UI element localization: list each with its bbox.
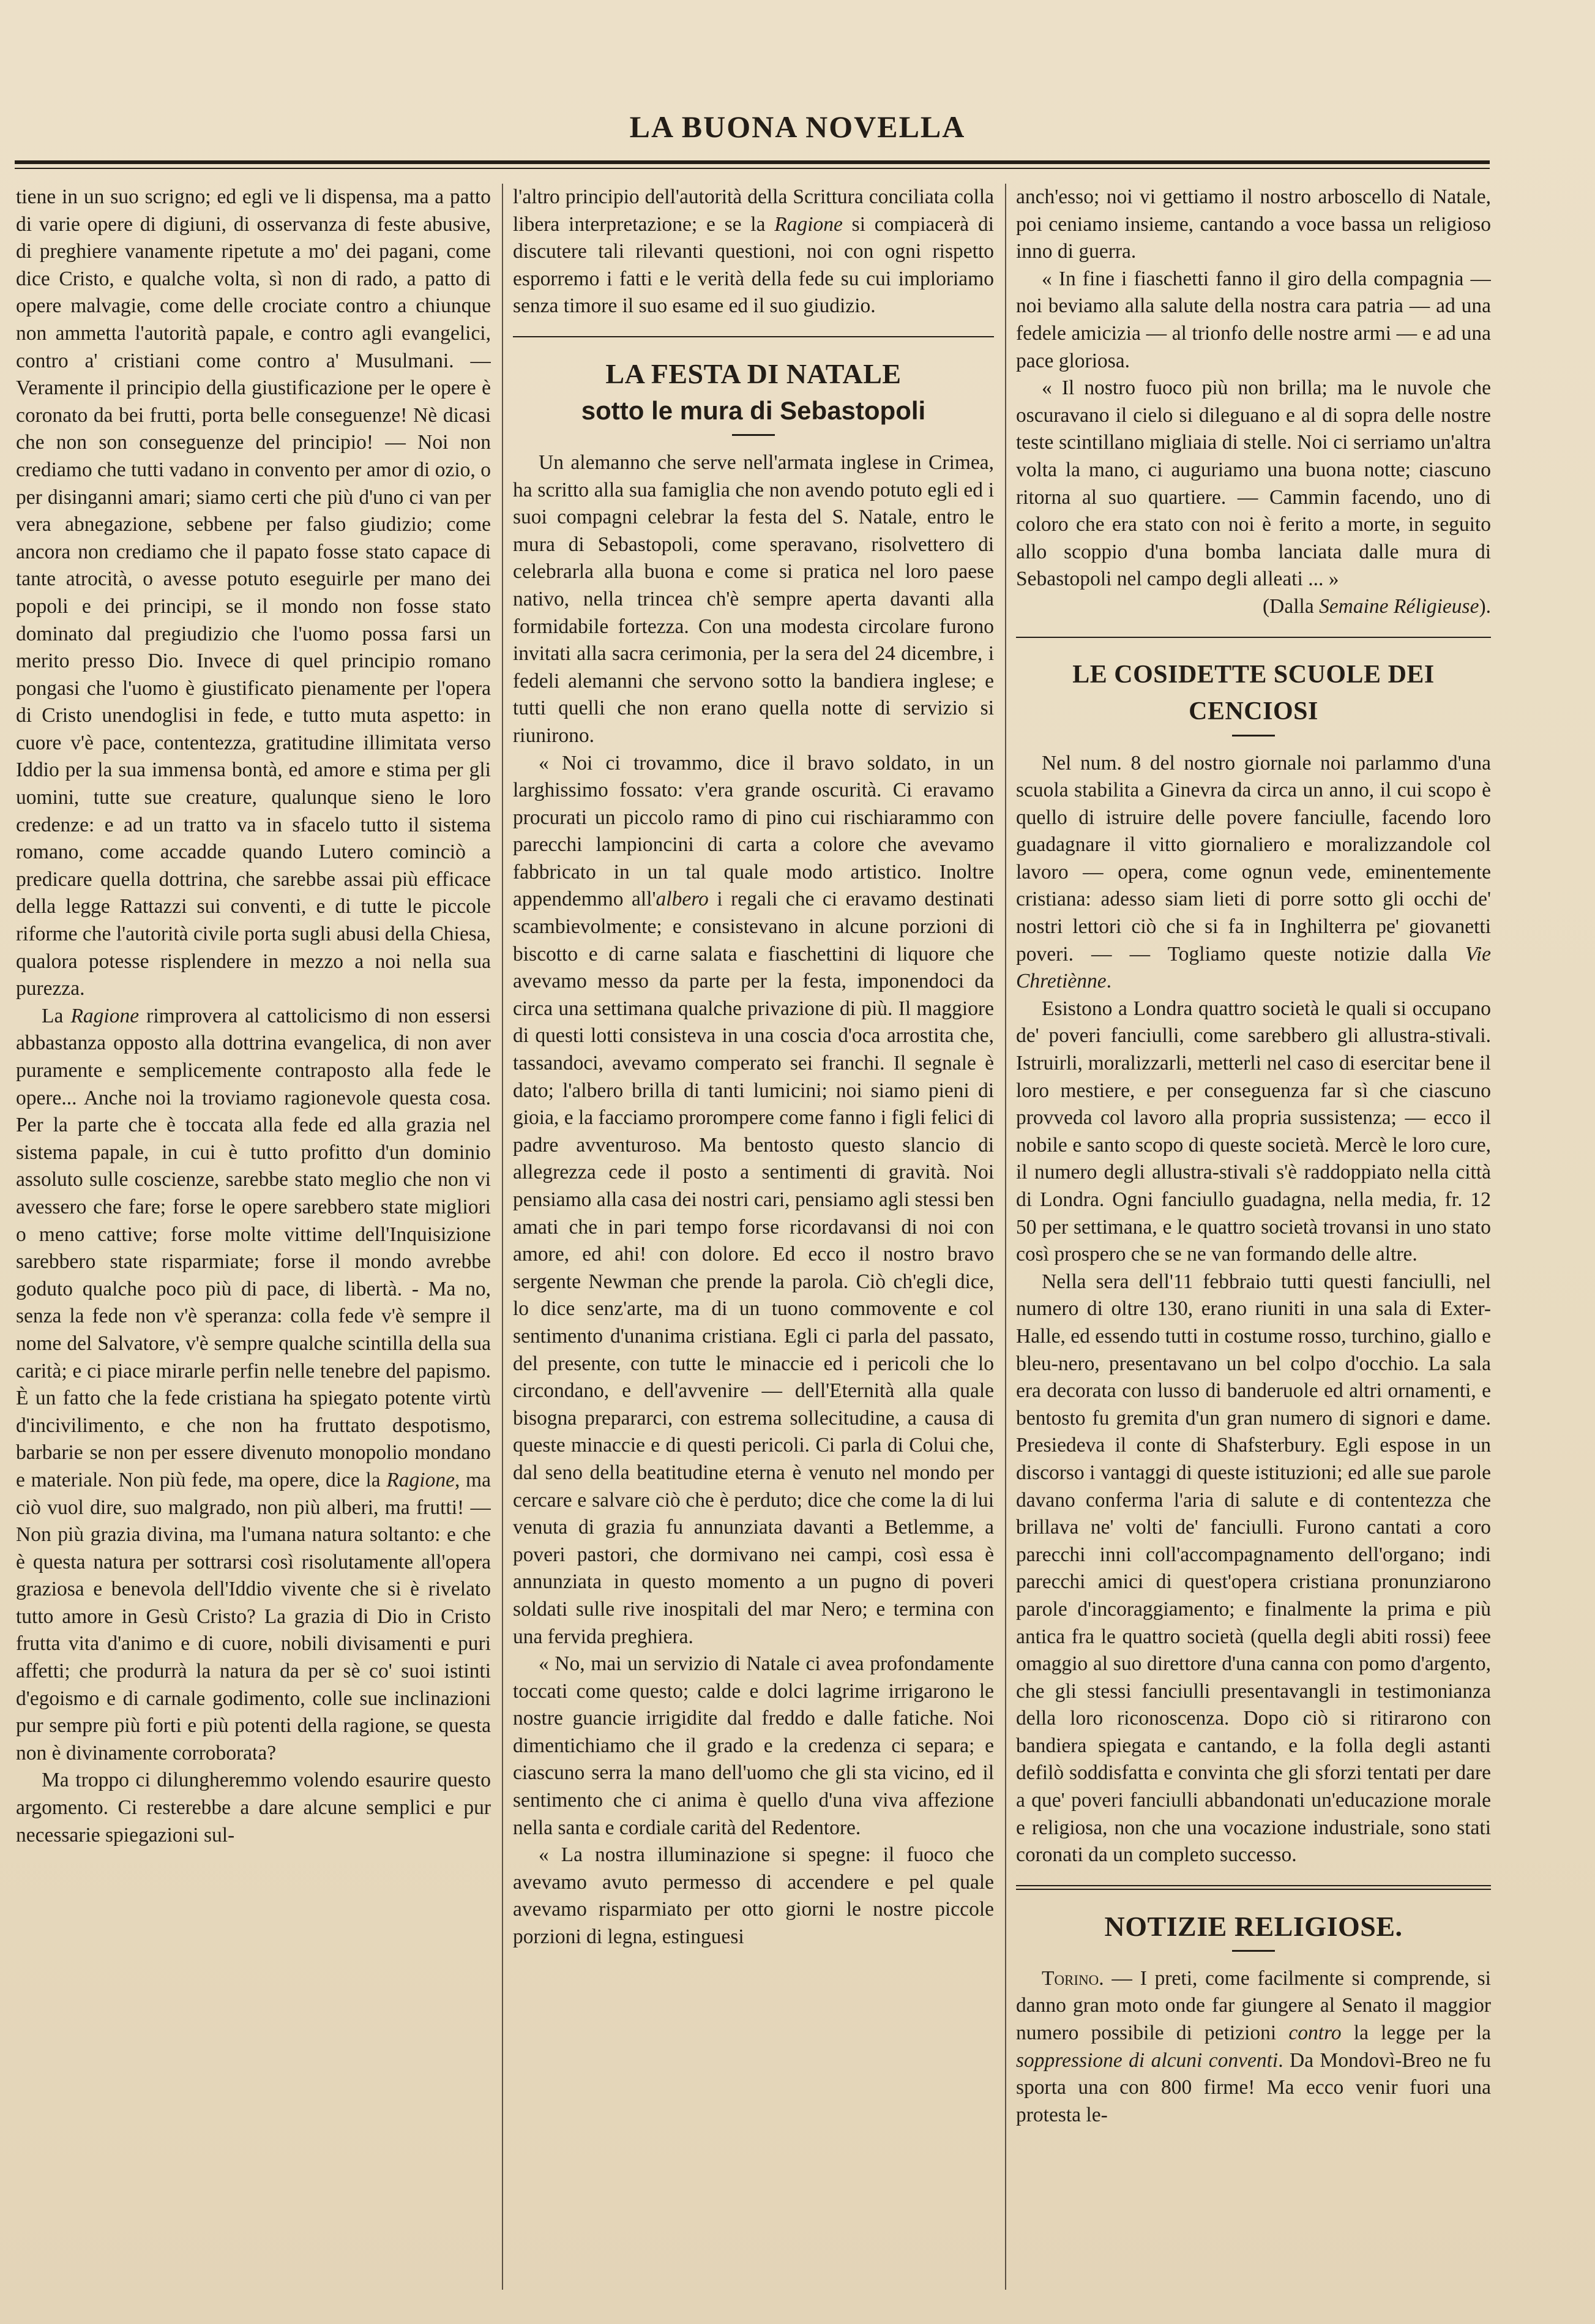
heading-rule [1232, 735, 1275, 737]
text-run: la legge per la [1341, 2022, 1491, 2045]
col3-paragraph-4 [1016, 750, 1491, 995]
text-run: . [1106, 970, 1111, 993]
col2-paragraph-5: « La nostra illuminazione si spegne: il fuoco che avevamo avuto permesso di accendere e pel quale avevamo risparmiato per otto giorni le nostre piccole porzioni di legna, estinguesi [513, 1843, 994, 1949]
dateline-torino: Torino. [1042, 1966, 1104, 1990]
text-run: Nel num. 8 del nostro giornale noi parlammo d'una scuola stabilita a Ginevra da circa un anno, il cui scopo è quello di istruire delle povere fanciulle, facendo loro guadagnare il vitto giornaliero e moralizzandole col lavoro — opera, come ognun vede, eminentemente cristiana: adesso siam lieti di porre sotto gli occhi de' nostri lettori ciò che si fa in Inghilterra pe' giovanetti poveri. — — Togliamo queste notizie dalla [1016, 751, 1491, 965]
col3-paragraph-1: anch'esso; noi vi gettiamo il nostro arboscello di Natale, poi ceniamo insieme, cantando a voce bassa un religioso inno di guerra. [1016, 186, 1491, 263]
col1-paragraph-2 [16, 1003, 491, 1767]
text-run: La [42, 1004, 71, 1027]
article-heading-notizie: NOTIZIE RELIGIOSE. [1104, 1910, 1403, 1942]
col1-paragraph-1: tiene in un suo scrigno; ed egli ve li dispensa, ma a patto di varie opere di digiuni, di osservanza di feste abusive, di preghiere vanamente ripetute a mo' dei pagani, come dice Cristo, e qualche volta, sì non di rado, a patto di opere malvagie, come delle crociate contro a chiunque non ammetta l'autorità papale, e contro agli evangelici, contro a' cristiani come contro a' Musulmani. — Veramente il principio della giustificazione per le opere è coronato da bei frutti, porta belle conseguenze! Nè dicasi che non son conseguenze del principio! — Noi non crediamo che tutti vadano in convento per amor di ozio, o per disinganni amari; siamo certi che più d'uno ci van per vera abnegazione, sebbene per falso giudizio; come ancora non crediamo che il papato fosse stato capace di tante atrocità, o avesse potuto eseguirle per mano dei popoli e dei principi, se il mondo non fosse stato dominato dal pregiudizio che l'uomo possa farsi un merito presso Dio. Invece di quel principio romano pongasi che l'uomo è giustificato pienamente per l'opera di Cristo unendoglisi in fede, e tutto muta aspetto: in cuore v'è pace, contentezza, gratitudine illimitata verso Iddio per la sua immensa bontà, ed amore e stima per gli uomini, tutte sue creature, qualunque sieno le loro credenze: e ad un tratto va in sfacelo tutto il sistema romano, come accadde quando Lutero cominciò a predicare quella dottrina, che sarebbe assai più efficace della legge Rattazzi sui conventi, e di tutte le piccole riforme che l'autorità civile porta sugli abusi della Chiesa, qualora potesse risplendere in mezzo a noi nella sua purezza. [16, 186, 491, 1000]
italic-soppressione: soppressione di alcuni conventi [1016, 2048, 1279, 2072]
text-run: — I preti, come facilmente si comprende, si danno gran moto onde far giungere al Senato il maggior numero possibile di petizioni [1016, 1966, 1491, 2045]
col2-paragraph-2: Un alemanno che serve nell'armata inglese in Crimea, ha scritto alla sua famiglia che non avendo potuto egli ed i suoi compagni celebrar la festa del S. Natale, entro le mura di Sebastopoli, come speravano, risolvettero di celebrarla alla buona e come si pratica nel loro paese nativo, nella trincea ch'è sempre aperta davanti alla formidabile fortezza. Con una modesta circolare furono invitati alla sacra cerimonia, per la sera del 24 dicembre, i fedeli alemanni che servono sotto la bandiera inglese; e tutti quelli che non erano quella notte di servizio si riunirono. [513, 451, 994, 747]
text-run: (Dalla [1262, 594, 1320, 618]
text-run: rimprovera al cattolicismo di non essersi abbastanza opposto alla dottrina evangelica, di non aver puramente e semplicemente contraposto alla fede le opere... Anche noi la troviamo ragionevole questa cosa. Per la parte che è toccata alla fede ed alla grazia nel sistema papale, in cui è tutto profitto d'un dominio assoluto sulle coscienze, sarebbe stato meglio che non vi avessero che fare; forse le opere sarebbero state migliori o meno cattive; forse molte vittime dell'Inquisizione sarebbero state risparmiate; forse il mondo avrebbe goduto qualche poco più di pace, di libertà. - Ma no, senza la fede non v'è speranza: colla fede v'è sempre il nome del Salvatore, v'è sempre qualche scintilla della sua carità; e ci piace mirarle perfin nelle tenebre del papismo. È un fatto che la fede cristiana ha spiegato potente virtù d'incivilimento, e che non ha fruttato despotismo, barbarie se non per essere divenuto monopolio mondano e materiale. Non più fede, ma opere, dice la [16, 1004, 491, 1491]
italic-vie-chretienne: Vie Chretiènne [1016, 942, 1491, 993]
col1-paragraph-3: Ma troppo ci dilungheremmo volendo esaurire questo argomento. Ci resterebbe a dare alcune semplici e pur necessarie spiegazioni sul- [16, 1769, 491, 1846]
column-1 [16, 184, 491, 2296]
col3-paragraph-3: « Il nostro fuoco più non brilla; ma le nuvole che oscuravano il cielo si dileguano e al di sopra delle nostre teste scintillano migliaia di stelle. Noi ci serriamo un'altra volta la mano, ci auguriamo una buona notte; ciascuno ritorna al suo quartiere. — Cammin facendo, uno di coloro che era stato con noi è ferito a morte, in seguito allo scoppio d'una bomba lanciata dalle mura di Sebastopoli nel campo degli alleati ... » [1016, 377, 1491, 591]
text-run: ). [1479, 594, 1491, 618]
col2-paragraph-1 [513, 184, 994, 320]
source-citation [1016, 593, 1491, 621]
heading-rule [1232, 1950, 1275, 1952]
text-run: i regali che ci eravamo destinati scambievolmente; e consistevano in alcune porzioni di biscotto e di carne salata e fiaschettini di liquore che avevamo messo da parte per la festa, imponendoci da circa una settimana qualche privazione di più. Il maggiore di questi lotti consisteva in una coscia d'oca arrostita che, tassandoci, avevamo comperato sei franchi. Il segnale è dato; l'albero brilla di tanti lumicini; noi siamo pieni di gioia, e la facciamo prorompere come fanno i figli felici di padre avventuroso. Ma bentosto questo slancio di allegrezza cede il posto a sentimenti di gravità. Noi pensiamo alla casa dei nostri cari, pensiamo agli stessi ben amati che in pari tempo forse ricordavansi di noi con amore, ed ahi! con dolore. Ed ecco il nostro bravo sergente Newman che prende la parola. Ciò ch'egli dice, lo dice senz'arte, ma di un tuono commovente e col sentimento d'unanima cristiana. Egli ci parla del passato, del presente, con tutte le minaccie ed i pericoli che lo circondano, e dell'avvenire — dell'Eternità alla quale bisogna prepararci, con estrema sollecitudine, a causa di queste minaccie e di questi pericoli. Ci parla di Colui che, dal seno della beatitudine eterna è venuto nel mondo per cercare e salvare ciò che è perduto; dice che come la di lui venuta di grazia fu annunziata davanti a Betlemme, a poveri pastori, che dormivano nei campi, così essa è annunziata in questo momento a un pugno di poveri soldati sulle rive inospitali del mar Nero; e termina con una fervida preghiera. [513, 888, 994, 1648]
italic-albero: albero [656, 888, 709, 911]
col3-paragraph-2: « In fine i fiaschetti fanno il giro della compagnia — noi beviamo alla salute della nostra cara patria — ad una fedele amicizia — al trionfo delle nostre armi — e ad una pace gloriosa. [1016, 267, 1491, 372]
section-separator [513, 336, 994, 337]
text-run: « Noi ci trovammo, dice il bravo soldato, in un larghissimo fossato: v'era grande oscurità. Ci eravamo procurati un piccolo ramo di pino cui rischiarammo con parecchi lampioncini di carta a colore che avevamo fabbricato in un tal quale modo artistico. Inoltre appendemmo all' [513, 751, 994, 911]
column-divider-2 [1005, 184, 1006, 2290]
col2-paragraph-4: « No, mai un servizio di Natale ci avea profondamente toccati come questo; calde e dolci lagrime irrigarono le nostre guancie irrigidite dal freddo e dalle fatiche. Noi dimentichiamo che il grado e la credenza ci separa; e ciascuno serra la mano dell'uomo che gli sta vicino, ed il sentimento che ci anima è quello d'una viva affezione nella santa e cordiale carità del Redentore. [513, 1652, 994, 1839]
col3-paragraph-6: Nella sera dell'11 febbraio tutti questi fanciulli, nel numero di oltre 130, erano riuniti in una sala di Exter-Halle, ed essendo tutti in costume rosso, turchino, giallo e bleu-nero, presentavano un bel colpo d'occhio. La sala era decorata con lusso di banderuole ed altri ornamenti, e bentosto fu gremita d'un gran numero di signori e dame. Presiedeva il conte di Shafsterbury. Egli espose in un discorso i vantaggi di queste istituzioni; ed alle sue parole davano conferma l'aria di salute e di contentezza che brillava ne' volti de' fanciulli. Furono cantati a coro parecchi inni coll'accompagnamento dell'organo; indi parecchi amici di quest'opera cristiana pronunziarono parole d'incoraggiamento; e finalmente la prima e più antica fra le quattro società (quella degli abiti rossi) feee omaggio al suo direttore d'una canna con pomo d'argento, che gli stessi fanciulli presentavangli in testimonianza della loro riconoscenza. Dopo ciò si ritirarono con bandiera spiegata e cantando, e la folla degli astanti defilò soddisfatta e convinta che gli sforzi tentati per dare a que' poveri fanciulli abbandonati un'educazione morale e religiosa, non che una vocazione industriale, sono stati coronati da un completo successo. [1016, 1270, 1491, 1867]
article-heading-festa: LA FESTA DI NATALE [605, 358, 902, 389]
col2-paragraph-3 [513, 750, 994, 1651]
text-run: , ma ciò vuol dire, suo malgrado, non più alberi, ma frutti! — Non più grazia divina, ma l'umana natura soltanto: e che è questa natura per sottrarsi così risolutamente all'opera graziosa e benevola dell'Iddio vivente che si è rivelato tutto amore in Gesù Cristo? La grazia di Dio in Cristo frutta vita d'animo e di cuore, nobili divisamenti e puri affetti; che produrrà la natura da per sè co' suoi istinti d'egoismo e di carnale godimento, colle sue inclinazioni pur sempre più forti e più potenti della ragione, se questa non è divinamente corroborata? [16, 1468, 491, 1764]
heading-rule [732, 434, 775, 436]
italic-ragione: Ragione [386, 1468, 455, 1491]
col3-paragraph-5: Esistono a Londra quattro società le quali si occupano de' poveri fanciulli, come sarebbero gli allustra-stivali. Istruirli, moralizzarli, metterli nel caso di esercitar bene il loro mestiere, e per conseguenza far sì che ciascuno provveda col lavoro alla propria sussistenza; — ecco il nobile e santo scopo di queste società. Mercè le loro cure, il numero degli allustra-stivali s'è raddoppiato nella città di Londra. Ogni fanciullo guadagna, nella media, fr. 12 50 per settimana, e le quattro società trovansi in uno stato così prospero che se ne van formando delle altre. [1016, 997, 1491, 1266]
col3-paragraph-7 [1016, 1965, 1491, 2129]
italic-source: Semaine Réligieuse [1319, 594, 1479, 618]
article-heading-scuole: LE COSIDETTE SCUOLE DEI CENCIOSI [1072, 660, 1435, 725]
italic-ragione: Ragione [774, 212, 843, 236]
masthead-title: LA BUONA NOVELLA [629, 110, 966, 144]
text-run: . Da Mondovì-Breo ne fu sporta una con 800 firme! Ma ecco venir fuori una protesta le- [1016, 2048, 1491, 2126]
section-separator-double [1016, 1885, 1491, 1890]
article-subheading-sebastopoli: sotto le mura di Sebastopoli [581, 395, 926, 425]
italic-contro: contro [1288, 2022, 1342, 2045]
text-run: si compiacerà di discutere tali rilevanti questioni, noi con ogni rispetto esporremo i fatti e le verità della fede su cui imploriamo senza timore il suo esame ed il suo giudizio. [513, 212, 994, 318]
italic-ragione: Ragione [70, 1004, 140, 1027]
section-separator [1016, 637, 1491, 638]
masthead-rule [15, 160, 1490, 169]
column-2 [513, 184, 994, 2296]
text-run: l'altro principio dell'autorità della Scrittura conciliata colla libera interpretazione; e se la [513, 186, 994, 236]
column-divider-1 [502, 184, 503, 2290]
column-3 [1016, 184, 1491, 2296]
